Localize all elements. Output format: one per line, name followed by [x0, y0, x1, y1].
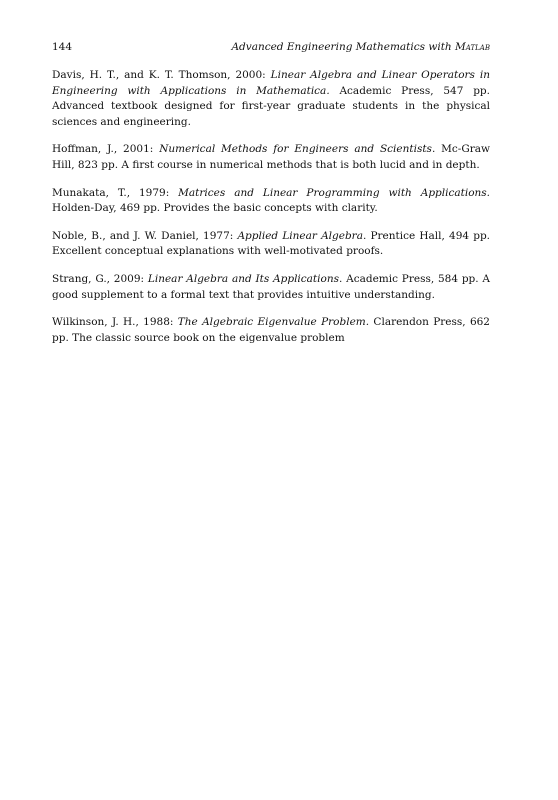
page-number: 144 — [52, 41, 73, 53]
reference-authors: Noble, B., and J. W. Daniel, 1977: — [52, 229, 238, 242]
reference-title: Linear Algebra and Its Applications. — [147, 272, 343, 285]
reference-title: Linear Algebra and Linear Operators in Engineering with Applications in Mathematica. — [52, 69, 490, 97]
reference-authors: Wilkinson, J. H., 1988: — [52, 316, 178, 329]
reference-entry — [52, 272, 490, 303]
reference-entry — [52, 142, 490, 173]
reference-title: Matrices and Linear Programming with Applications. — [178, 186, 490, 199]
reference-details: Prentice Hall, 494 pp. Excellent conceptual explanations with well-motivated proofs. — [52, 229, 490, 258]
book-page — [52, 40, 490, 358]
reference-details: Academic Press, 547 pp. Advanced textbook designed for first-year graduate students in the physical sciences and engineering. — [52, 84, 490, 128]
reference-authors: Hoffman, J., 2001: — [52, 143, 160, 156]
reference-details: Mc-Graw Hill, 823 pp. A first course in numerical methods that is both lucid and in depth. — [52, 143, 490, 171]
running-title — [231, 40, 490, 54]
reference-authors: Munakata, T., 1979: — [52, 186, 179, 199]
reference-authors: Davis, H. T., and K. T. Thomson, 2000: — [52, 69, 271, 81]
reference-entry — [52, 229, 490, 260]
running-head — [52, 40, 490, 54]
reference-title: Applied Linear Algebra. — [237, 229, 367, 242]
reference-authors: Strang, G., 2009: — [52, 272, 148, 285]
running-title-text: Advanced Engineering Mathematics with — [231, 41, 456, 53]
reference-title: The Algebraic Eigenvalue Problem. — [177, 316, 370, 329]
reference-details: Academic Press, 584 pp. A good supplement to a formal text that provides intuitive understanding. — [52, 272, 491, 301]
reference-entry — [52, 315, 490, 346]
reference-details: Holden-Day, 469 pp. Provides the basic concepts with clarity. — [52, 202, 378, 215]
reference-details: Clarendon Press, 662 pp. The classic source book on the eigenvalue problem — [52, 316, 490, 344]
running-title-tool: Matlab — [455, 41, 490, 53]
reference-title: Numerical Methods for Engineers and Scientists. — [159, 143, 436, 156]
reference-entry — [52, 186, 490, 217]
reference-entry — [52, 68, 490, 130]
